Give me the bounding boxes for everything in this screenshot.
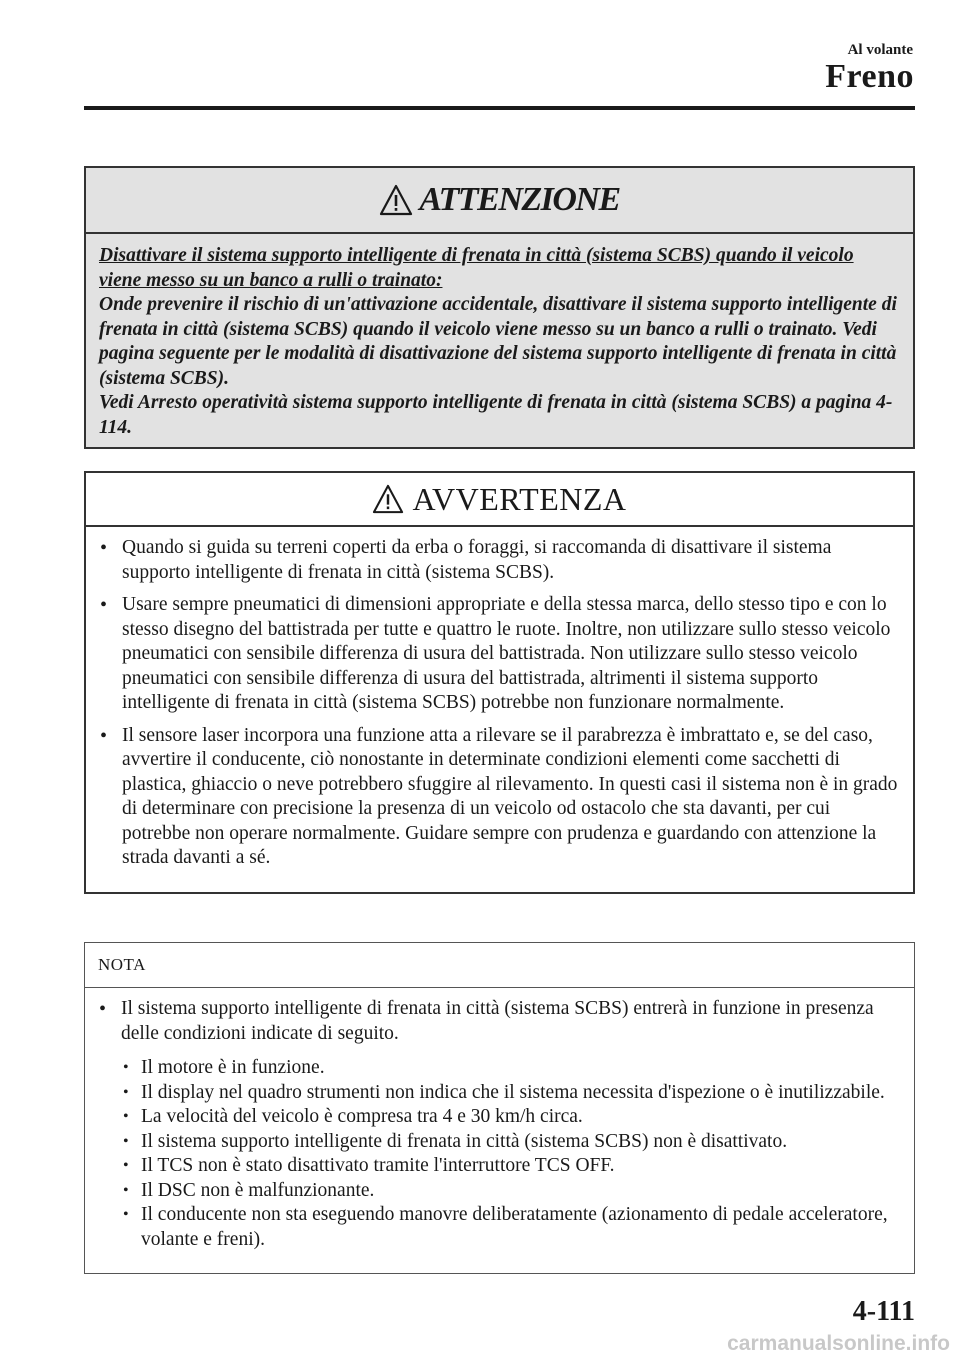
nota-conditions (121, 1056, 900, 1252)
attenzione-text: Onde prevenire il rischio di un'attivazione accidentale, disattivare il sistema supporto intelligente di frenata in città (sistema SCBS) quando il veicolo viene messo su un banco a rulli o trainato. Vedi pagina seguente per le modalità di disattivazione del sistema supporto intelligente di frenata in città (sistema SCBS). (99, 294, 897, 389)
warning-triangle-icon (379, 184, 413, 216)
page-number: 4-111 (852, 1296, 915, 1327)
attenzione-title: ATTENZIONE (419, 181, 620, 218)
attenzione-heading: Disattivare il sistema supporto intelligente di frenata in città (sistema SCBS) quando il veicolo viene messo su un banco a rulli o trainato: (99, 245, 854, 291)
list-item: • Il display nel quadro strumenti non indica che il sistema necessita d'ispezione o è inutilizzabile. (121, 1081, 900, 1106)
nota-box (84, 942, 915, 1274)
avvertenza-list (86, 527, 913, 871)
avvertenza-box (84, 471, 915, 894)
section-label: Al volante (847, 42, 913, 58)
page-title: Freno (825, 58, 914, 95)
avvertenza-header (86, 473, 913, 527)
attenzione-reference: Vedi Arresto operatività sistema supporto intelligente di frenata in città (sistema SCBS) a pagina 4-114. (99, 392, 893, 438)
attenzione-body (86, 234, 913, 440)
list-item: • Il conducente non sta eseguendo manovre deliberatamente (azionamento di pedale acceleratore, volante e freni). (121, 1203, 900, 1252)
nota-list (85, 988, 914, 1252)
header-divider (84, 106, 915, 110)
warning-triangle-icon (372, 484, 404, 514)
list-item: • Il sensore laser incorpora una funzione atta a rilevare se il parabrezza è imbrattato e, se del caso, avvertire il conducente, ciò nonostante in determinate condizioni elementi come sacchetti di plastica, ghiaccio o neve potrebbero sfuggire al rilevamento. In questi casi il sistema non è in grado di determinare con precisione la presenza di un veicolo od ostacolo che sta davanti, per cui potrebbe non operare normalmente. Guidare sempre con prudenza e guardando con attenzione la strada davanti a sé. (98, 724, 899, 871)
list-item: • La velocità del veicolo è compresa tra 4 e 30 km/h circa. (121, 1105, 900, 1130)
attenzione-box (84, 166, 915, 449)
list-item: • Il sistema supporto intelligente di frenata in città (sistema SCBS) non è disattivato. (121, 1130, 900, 1155)
list-item (97, 997, 900, 1252)
list-item: • Il TCS non è stato disattivato tramite l'interruttore TCS OFF. (121, 1154, 900, 1179)
nota-title: NOTA (98, 955, 146, 974)
watermark: carmanualsonline.info (727, 1332, 950, 1355)
list-item: • Quando si guida su terreni coperti da erba o foraggi, si raccomanda di disattivare il sistema supporto intelligente di frenata in città (sistema SCBS). (98, 536, 899, 585)
avvertenza-title: AVVERTENZA (412, 480, 627, 517)
nota-header (85, 943, 914, 988)
list-item: • Il DSC non è malfunzionante. (121, 1179, 900, 1204)
nota-intro: Il sistema supporto intelligente di frenata in città (sistema SCBS) entrerà in funzione in presenza delle condizioni indicate di seguito. (121, 998, 874, 1044)
list-item: • Usare sempre pneumatici di dimensioni appropriate e della stessa marca, dello stesso tipo e con lo stesso disegno del battistrada per tutte e quattro le ruote. Inoltre, non utilizzare sullo stesso veicolo pneumatici con sensibile differenza di usura del battistrada. Non utilizzare sullo stesso veicolo pneumatici con sensibile differenza di usura del battistrada, altrimenti il sistema supporto intelligente di frenata in città (sistema SCBS) potrebbe non funzionare normalmente. (98, 593, 899, 716)
list-item: • Il motore è in funzione. (121, 1056, 900, 1081)
attenzione-header (86, 168, 913, 234)
